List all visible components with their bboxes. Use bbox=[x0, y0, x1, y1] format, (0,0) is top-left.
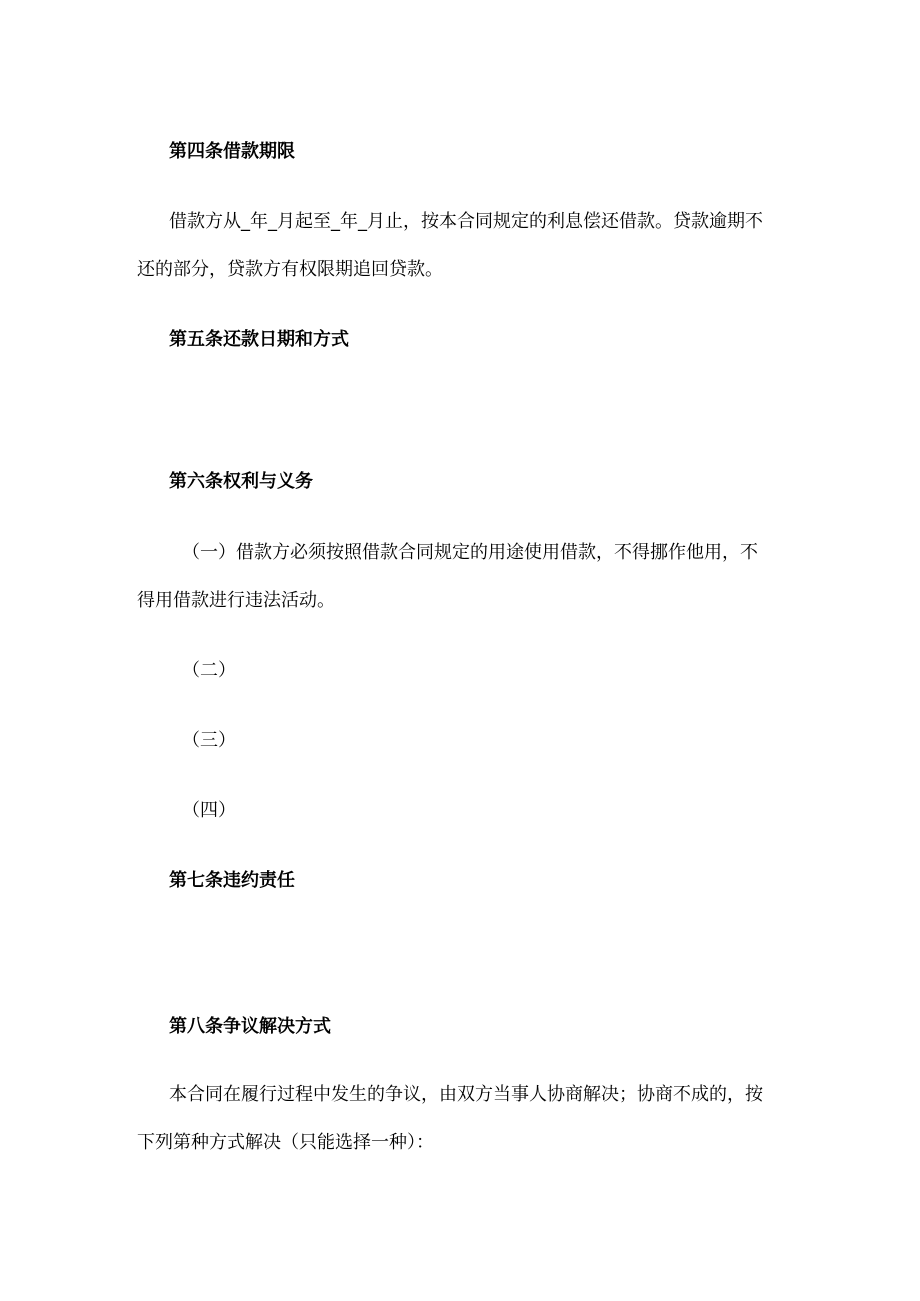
article-8-paragraph-line-2: 下列第种方式解决（只能选择一种）： bbox=[137, 1132, 434, 1153]
article-8-paragraph-line-1: 本合同在履行过程中发生的争议，由双方当事人协商解决；协商不成的，按 bbox=[169, 1084, 763, 1105]
article-4-paragraph-line-2: 还的部分，贷款方有权限期追回贷款。 bbox=[137, 259, 443, 280]
article-6-item-2: （二） bbox=[182, 660, 236, 681]
article-8-heading: 第八条争议解决方式 bbox=[169, 1016, 331, 1037]
article-4-paragraph-line-1: 借款方从_年_月起至_年_月止，按本合同规定的利息偿还借款。贷款逾期不 bbox=[169, 211, 763, 232]
article-6-heading: 第六条权利与义务 bbox=[169, 471, 313, 492]
article-7-heading: 第七条违约责任 bbox=[169, 870, 295, 891]
article-5-heading: 第五条还款日期和方式 bbox=[169, 329, 349, 350]
article-6-item-4: （四） bbox=[182, 800, 236, 821]
article-4-heading: 第四条借款期限 bbox=[169, 141, 295, 162]
article-6-item-1-line-2: 得用借款进行违法活动。 bbox=[137, 590, 335, 611]
article-6-item-3: （三） bbox=[182, 730, 236, 751]
article-6-item-1-line-1: （一）借款方必须按照借款合同规定的用途使用借款，不得挪作他用，不 bbox=[182, 542, 758, 563]
